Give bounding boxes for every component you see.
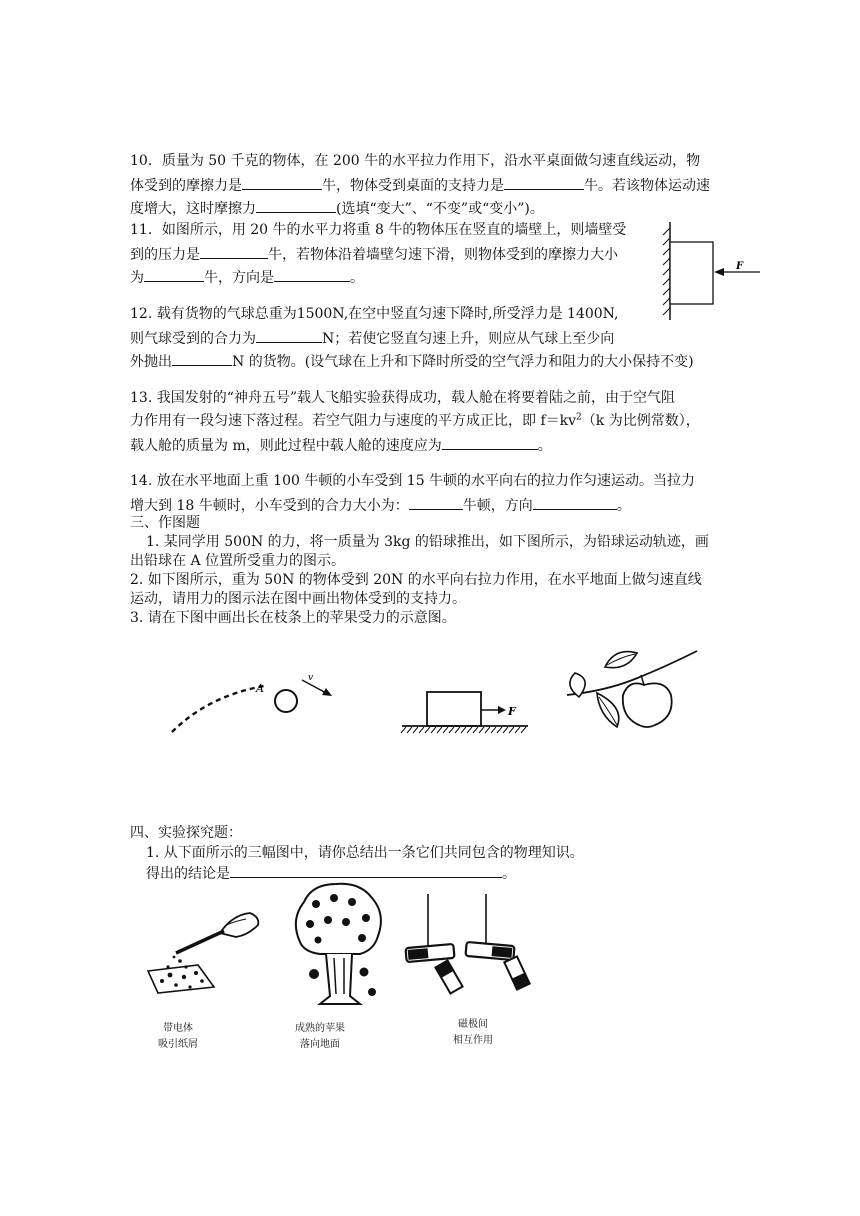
q11-line1: 11．如图所示，用 20 牛的水平力将重 8 牛的物体压在竖直的墙壁上，则墙壁受 [130,222,627,238]
section3-item2-cont: 运动，请用力的图示法在图中画出物体受到的支持力。 [130,591,466,607]
wall-block-figure [660,222,770,322]
q10-line3: 度增大，这时摩擦力 (选填“变大”、“不变”或“变小”)。 [130,198,544,218]
q11-pressure-blank[interactable] [200,244,268,259]
q13-line2: 力作用有一段匀速下落过程。若空气阻力与速度的平方成正比，即 $f=kv^2(k$ 为比例常数）， [130,412,700,429]
section3-item3: 3. 请在下图中画出长在枝条上的苹果受力的示意图。 [130,610,456,626]
q12-line3: 外抛出 N 的货物。(设气球在上升和下降时所受的空气浮力和阻力的大小保持不变) [130,351,694,371]
q14-direction-blank[interactable] [533,495,617,510]
charged-rod-figure [140,895,270,1015]
q10-friction-blank[interactable] [242,175,322,190]
caption-falling-apple: 成熟的苹果 落向地面 [295,1023,345,1050]
q14-line2: 增大到 18 牛顿时，小车受到的合力大小为： 牛顿，方向 。 [130,495,631,515]
section4-item1-conclusion: 得出的结论是 。 [146,863,516,883]
conclusion-blank[interactable] [230,863,502,878]
section3-heading: 三、作图题 [130,515,200,531]
shotput-trajectory-figure [168,668,348,738]
q13-speed-blank[interactable] [442,435,538,450]
q13-line3: 载人舱的质量为 m，则此过程中载人舱的速度应为 。 [130,435,552,455]
q14-net-force-blank[interactable] [409,495,463,510]
q11-direction-blank[interactable] [274,267,350,282]
q10-support-blank[interactable] [504,175,584,190]
force-f-label: F [508,705,516,718]
q11-line2: 到的压力是 牛，若物体沿着墙壁匀速下滑，则物体受到的摩擦力大小 [130,244,618,264]
q10-line1: 10．质量为 50 千克的物体，在 200 牛的水平拉力作用下，沿水平桌面做匀速直线运动，物 [130,153,701,169]
point-a-label: A [256,682,264,695]
q14-line1: 14. 放在水平地面上重 100 牛顿的小车受到 15 牛顿的水平向右的拉力作匀速运动。当拉力 [130,473,696,489]
section3-item2: 2. 如下图所示，重为 50N 的物体受到 20N 的水平向右拉力作用，在水平地面上做匀速直线 [130,572,702,588]
velocity-label: v [308,673,314,683]
q10-line2: 体受到的摩擦力是 牛，物体受到桌面的支持力是 牛。若该物体运动速 [130,175,710,195]
section4-item1: 1. 从下面所示的三幅图中，请你总结出一条它们共同包含的物理知识。 [146,845,584,861]
section3-item1-cont: 出铅球在 A 位置所受重力的图示。 [130,553,346,569]
block-force-figure [400,686,540,736]
q12-line2: 则气球受到的合力为 N；若使它竖直匀速上升，则应从气球上至少向 [130,328,614,348]
block [427,692,481,726]
apple [623,683,672,727]
section4-heading: 四、实验探究题： [130,825,242,841]
q12-resultant-blank[interactable] [256,328,322,343]
block [670,242,713,304]
q11-line3: 为 牛，方向是 。 [130,267,364,287]
q13-line1: 13. 我国发射的“神舟五号”载人飞船实验获得成功，载人舱在将要着陆之前，由于空气阻 [130,390,676,406]
section3-item1: 1. 某同学用 500N 的力，将一质量为 3kg 的铅球推出，如下图所示，为铅球运动轨迹，画 [146,534,709,550]
apple-branch-figure [565,645,715,740]
q10-change-blank[interactable] [256,198,336,213]
falling-apple [309,969,319,979]
caption-charged-body: 带电体 吸引纸屑 [158,1023,198,1050]
q12-line1: 12. 载有货物的气球总重为1500N,在空中竖直匀速下降时,所受浮力是 1400N, [130,306,619,322]
q11-friction-blank[interactable] [144,267,204,282]
q12-cargo-blank[interactable] [172,351,232,366]
apple-tree-figure [290,880,390,1010]
magnets-figure [398,892,538,1002]
caption-magnets: 磁极间 相互作用 [453,1019,493,1046]
shotput-ball [275,690,297,712]
force-label: F [736,261,744,272]
